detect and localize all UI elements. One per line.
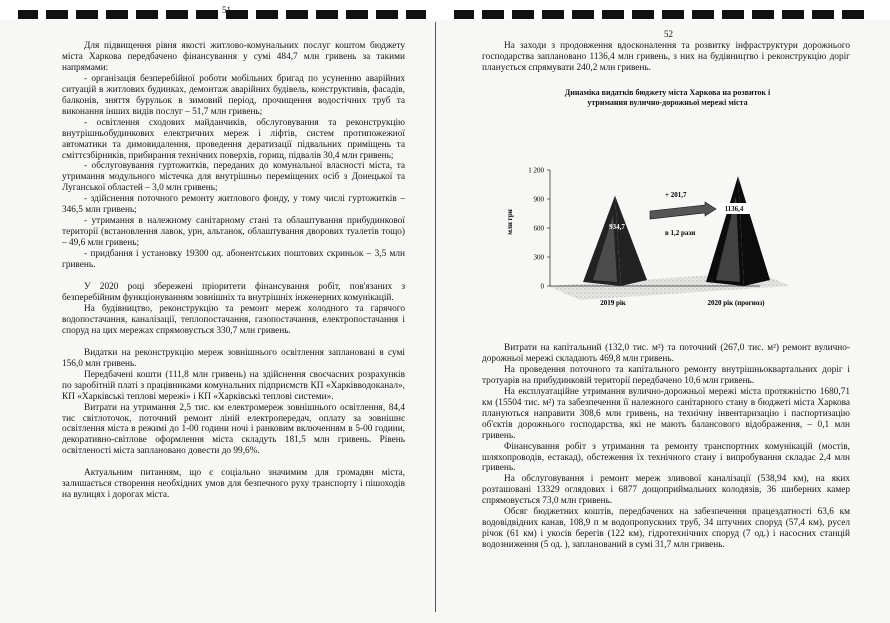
left-page-body: [62, 41, 405, 501]
spread-gutter: [435, 22, 436, 612]
paragraph: Актуальним питанням, що є соціально значимим для громадян міста, залишається створення необхідних умов для безпечного руху транспорту і пішоходів на вулицях і дорогах міста.: [62, 468, 405, 501]
x-category-label: 2019 рік: [600, 299, 626, 307]
paragraph: Обсяг бюджетних коштів, передбачених на забезпечення працездатності 63,6 км водовідвідних канав, 108,9 п м водопропускних труб, 34 штучних споруд (57,4 км), русел річок (61 км) і укосів берегів (122 км), гідротехнічних споруд (7 од.) і насосних станцій водозниження (5 од. ), запланований в сумі 31,7 млн гривень.: [482, 507, 850, 551]
paragraph: На експлуатаційне утримання вулично-дорожньої мережі міста протяжністю 1680,71 км (15504 тис. м²) та забезпечення її належного санітарного стану в бюджеті міста Харкова плануються направити 308,6 млн гривень, на технічну інвентаризацію і паспортизацію об'єктів дорожнього господарства, які не мають балансового відображення, – 0,1 млн гривень.: [482, 386, 850, 441]
x-axis-categories: [600, 299, 765, 307]
y-tick-label: 600: [533, 224, 544, 233]
bar-value-label: 934,7: [609, 223, 625, 231]
paragraph: Видатки на реконструкцію мереж зовнішнього освітлення заплановані в сумі 156,0 млн гривень.: [62, 347, 405, 369]
list-item: - обслуговування гуртожитків, переданих до комунальної власності міста, та утримання модульного містечка для внутрішньо переміщених осіб з Донецької та Луганської областей – 3,0 млн гривень;: [62, 161, 405, 194]
list-item: - здійснення поточного ремонту житлового фонду, у тому числі гуртожитків – 346,5 млн гривень;: [62, 194, 405, 216]
x-category-label: 2020 рік (прогноз): [707, 299, 765, 307]
y-tick-label: 900: [533, 195, 544, 204]
paragraph: На обслуговування і ремонт мереж зливової каналізації (538,94 км), на яких розташовані 13329 оглядових і 6877 дощоприймальних колодязів, 36 шиберних камер спрямовується 73,0 млн гривень.: [482, 474, 850, 507]
list-item: - організація безперебійної роботи мобільних бригад по усуненню аварійних ситуацій в житлових будинках, демонтаж аварійних будівель, конструктивів, фасадів, балконів, зняття бурульок в зимовий період, прочищення водостічних труб та виконання інших видів послуг – 51,7 млн гривень;: [62, 73, 405, 117]
paragraph: Передбачені кошти (111,8 млн гривень) на здійснення своєчасних розрахунків по заробітній платі з працівниками комунальних підприємств КП «Харківводоканал», КП «Харківські теплові мережі» і КП «Харківські теплові системи».: [62, 369, 405, 402]
page-number-right: 52: [664, 29, 673, 39]
paragraph: На проведення поточного та капітального ремонту внутрішньоквартальних доріг і тротуарів на прибудинковій території передбачено 10,6 млн гривень.: [482, 364, 850, 386]
page-number-left: 51: [222, 5, 231, 15]
y-axis-ticks: [528, 167, 550, 291]
paragraph: У 2020 році збережені пріоритети фінансування робіт, пов'язаних з безперебійним функціонуванням зовнішніх та внутрішніх інженерних комунікацій.: [62, 282, 405, 303]
pyramid-chart: [500, 160, 800, 308]
list-item: - освітлення сходових майданчиків, обслуговування та реконструкцію внутрішньобудинкових електричних мереж і ліфтів, систем протипожежної автоматики та димовидалення, проведення дератизації підвальних приміщень та сміттєзбірників, прибирання технічних поверхів, горищ, підвалів 30,4 млн гривень;: [62, 117, 405, 161]
paragraph: Витрати на утримання 2,5 тис. км електромереж зовнішнього освітлення, 84,4 тис світлоточок, поточний ремонт ліній електропередач, оплату за зовнішнє освітлення міста в режимі до 1-00 години ночі і ранковим включенням в 5-00 години, декоративно-світлове оформлення міста складуть 181,5 млн гривень. Рівень освітленості міста заплановано довести до 99,6%.: [62, 402, 405, 457]
bar-value-label: 1136,4: [724, 205, 744, 213]
paragraph: На заходи з продовження вдосконалення та розвитку інфраструктури дорожнього господарства заплановано 1136,4 млн гривень, з них на будівництво і реконструкцію доріг планується спрямувати 240,2 млн гривень.: [482, 41, 850, 73]
y-tick-label: 1 200: [528, 166, 544, 175]
y-tick-label: 0: [540, 282, 544, 291]
paragraph: На будівництво, реконструкцію та ремонт мереж холодного та гарячого водопостачання, каналізації, теплопостачання, газопостачання, електропостачання і споруд на цих мережах спрямовується 330,7 млн гривень.: [62, 303, 405, 336]
paragraph: Витрати на капітальний (132,0 тис. м²) та поточний (267,0 тис. м²) ремонт вулично-дорожньої мережі складають 469,8 млн гривень.: [482, 343, 850, 364]
paragraph: Для підвищення рівня якості житлово-комунальних послуг коштом бюджету міста Харкова передбачено фінансування у сумі 484,7 млн гривень за такими напрямами:: [62, 41, 405, 73]
growth-arrow: [650, 202, 716, 219]
chart-title: Динаміка видатків бюджету міста Харкова на розвиток і утримання вулично-дорожньої мережі міста: [564, 88, 771, 107]
y-axis-label: млн грн: [506, 209, 514, 235]
scan-edge-marks: [0, 0, 890, 20]
right-page-body: [482, 343, 850, 551]
difference-annotation: + 201,7: [665, 191, 687, 199]
y-tick-label: 300: [533, 253, 544, 262]
paragraph: Фінансування робіт з утримання та ремонту транспортних комунікацій (мостів, шляхопроводів, естакад), обстеження їх технічного стану і випробування складає 2,4 млн гривень.: [482, 441, 850, 474]
right-page-intro: [482, 41, 850, 74]
list-item: - утримання в належному санітарному стані та облаштування прибудинкової території (встановлення лавок, урн, альтанок, облаштування дворових туалетів тощо) – 49,6 млн гривень;: [62, 216, 405, 249]
ratio-annotation: в 1,2 рази: [665, 229, 696, 237]
list-item: - придбання і установку 19300 од. абонентських поштових скриньок – 3,5 млн гривень.: [62, 249, 405, 271]
